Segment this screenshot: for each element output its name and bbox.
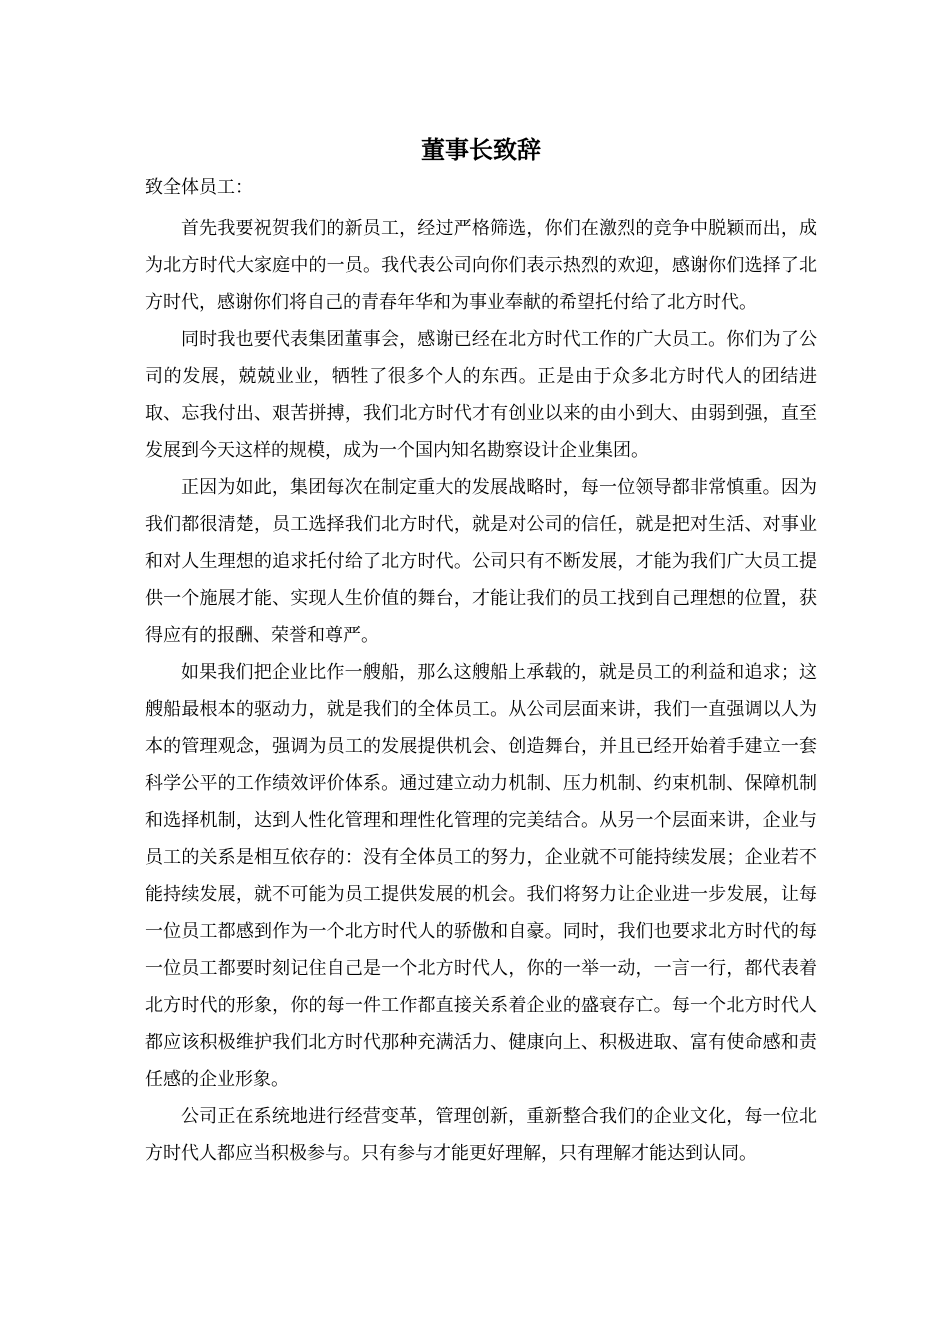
document-page	[145, 130, 817, 1172]
paragraph-2: 同时我也要代表集团董事会，感谢已经在北方时代工作的广大员工。你们为了公司的发展，兢兢业业，牺牲了很多个人的东西。正是由于众多北方时代人的团结进取、忘我付出、艰苦拼搏，我们北方时代才有创业以来的由小到大、由弱到强，直至发展到今天这样的规模，成为一个国内知名勘察设计企业集团。	[145, 329, 817, 461]
document-title: 董事长致辞	[421, 135, 541, 164]
paragraph-5: 公司正在系统地进行经营变革，管理创新，重新整合我们的企业文化，每一位北方时代人都应当积极参与。只有参与才能更好理解，只有理解才能达到认同。	[145, 1106, 817, 1164]
paragraph-4: 如果我们把企业比作一艘船，那么这艘船上承载的，就是员工的利益和追求；这艘船最根本的驱动力，就是我们的全体员工。从公司层面来讲，我们一直强调以人为本的管理观念，强调为员工的发展提供机会、创造舞台，并且已经开始着手建立一套科学公平的工作绩效评价体系。通过建立动力机制、压力机制、约束机制、保障机制和选择机制，达到人性化管理和理性化管理的完美结合。从另一个层面来讲，企业与员工的关系是相互依存的：没有全体员工的努力，企业就不可能持续发展；企业若不能持续发展，就不可能为员工提供发展的机会。我们将努力让企业进一步发展，让每一位员工都感到作为一个北方时代人的骄傲和自豪。同时，我们也要求北方时代的每一位员工都要时刻记住自己是一个北方时代人，你的一举一动，一言一行，都代表着北方时代的形象，你的每一件工作都直接关系着企业的盛衰存亡。每一个北方时代人都应该积极维护我们北方时代那种充满活力、健康向上、积极进取、富有使命感和责任感的企业形象。	[145, 662, 817, 1090]
paragraph-1: 首先我要祝贺我们的新员工，经过严格筛选，你们在激烈的竞争中脱颖而出，成为北方时代大家庭中的一员。我代表公司向你们表示热烈的欢迎，感谢你们选择了北方时代，感谢你们将自己的青春年华和为事业奉献的希望托付给了北方时代。	[145, 218, 817, 313]
salutation: 致全体员工：	[145, 177, 253, 198]
paragraph-3: 正因为如此，集团每次在制定重大的发展战略时，每一位领导都非常慎重。因为我们都很清楚，员工选择我们北方时代，就是对公司的信任，就是把对生活、对事业和对人生理想的追求托付给了北方时代。公司只有不断发展，才能为我们广大员工提供一个施展才能、实现人生价值的舞台，才能让我们的员工找到自己理想的位置，获得应有的报酬、荣誉和尊严。	[145, 477, 817, 646]
